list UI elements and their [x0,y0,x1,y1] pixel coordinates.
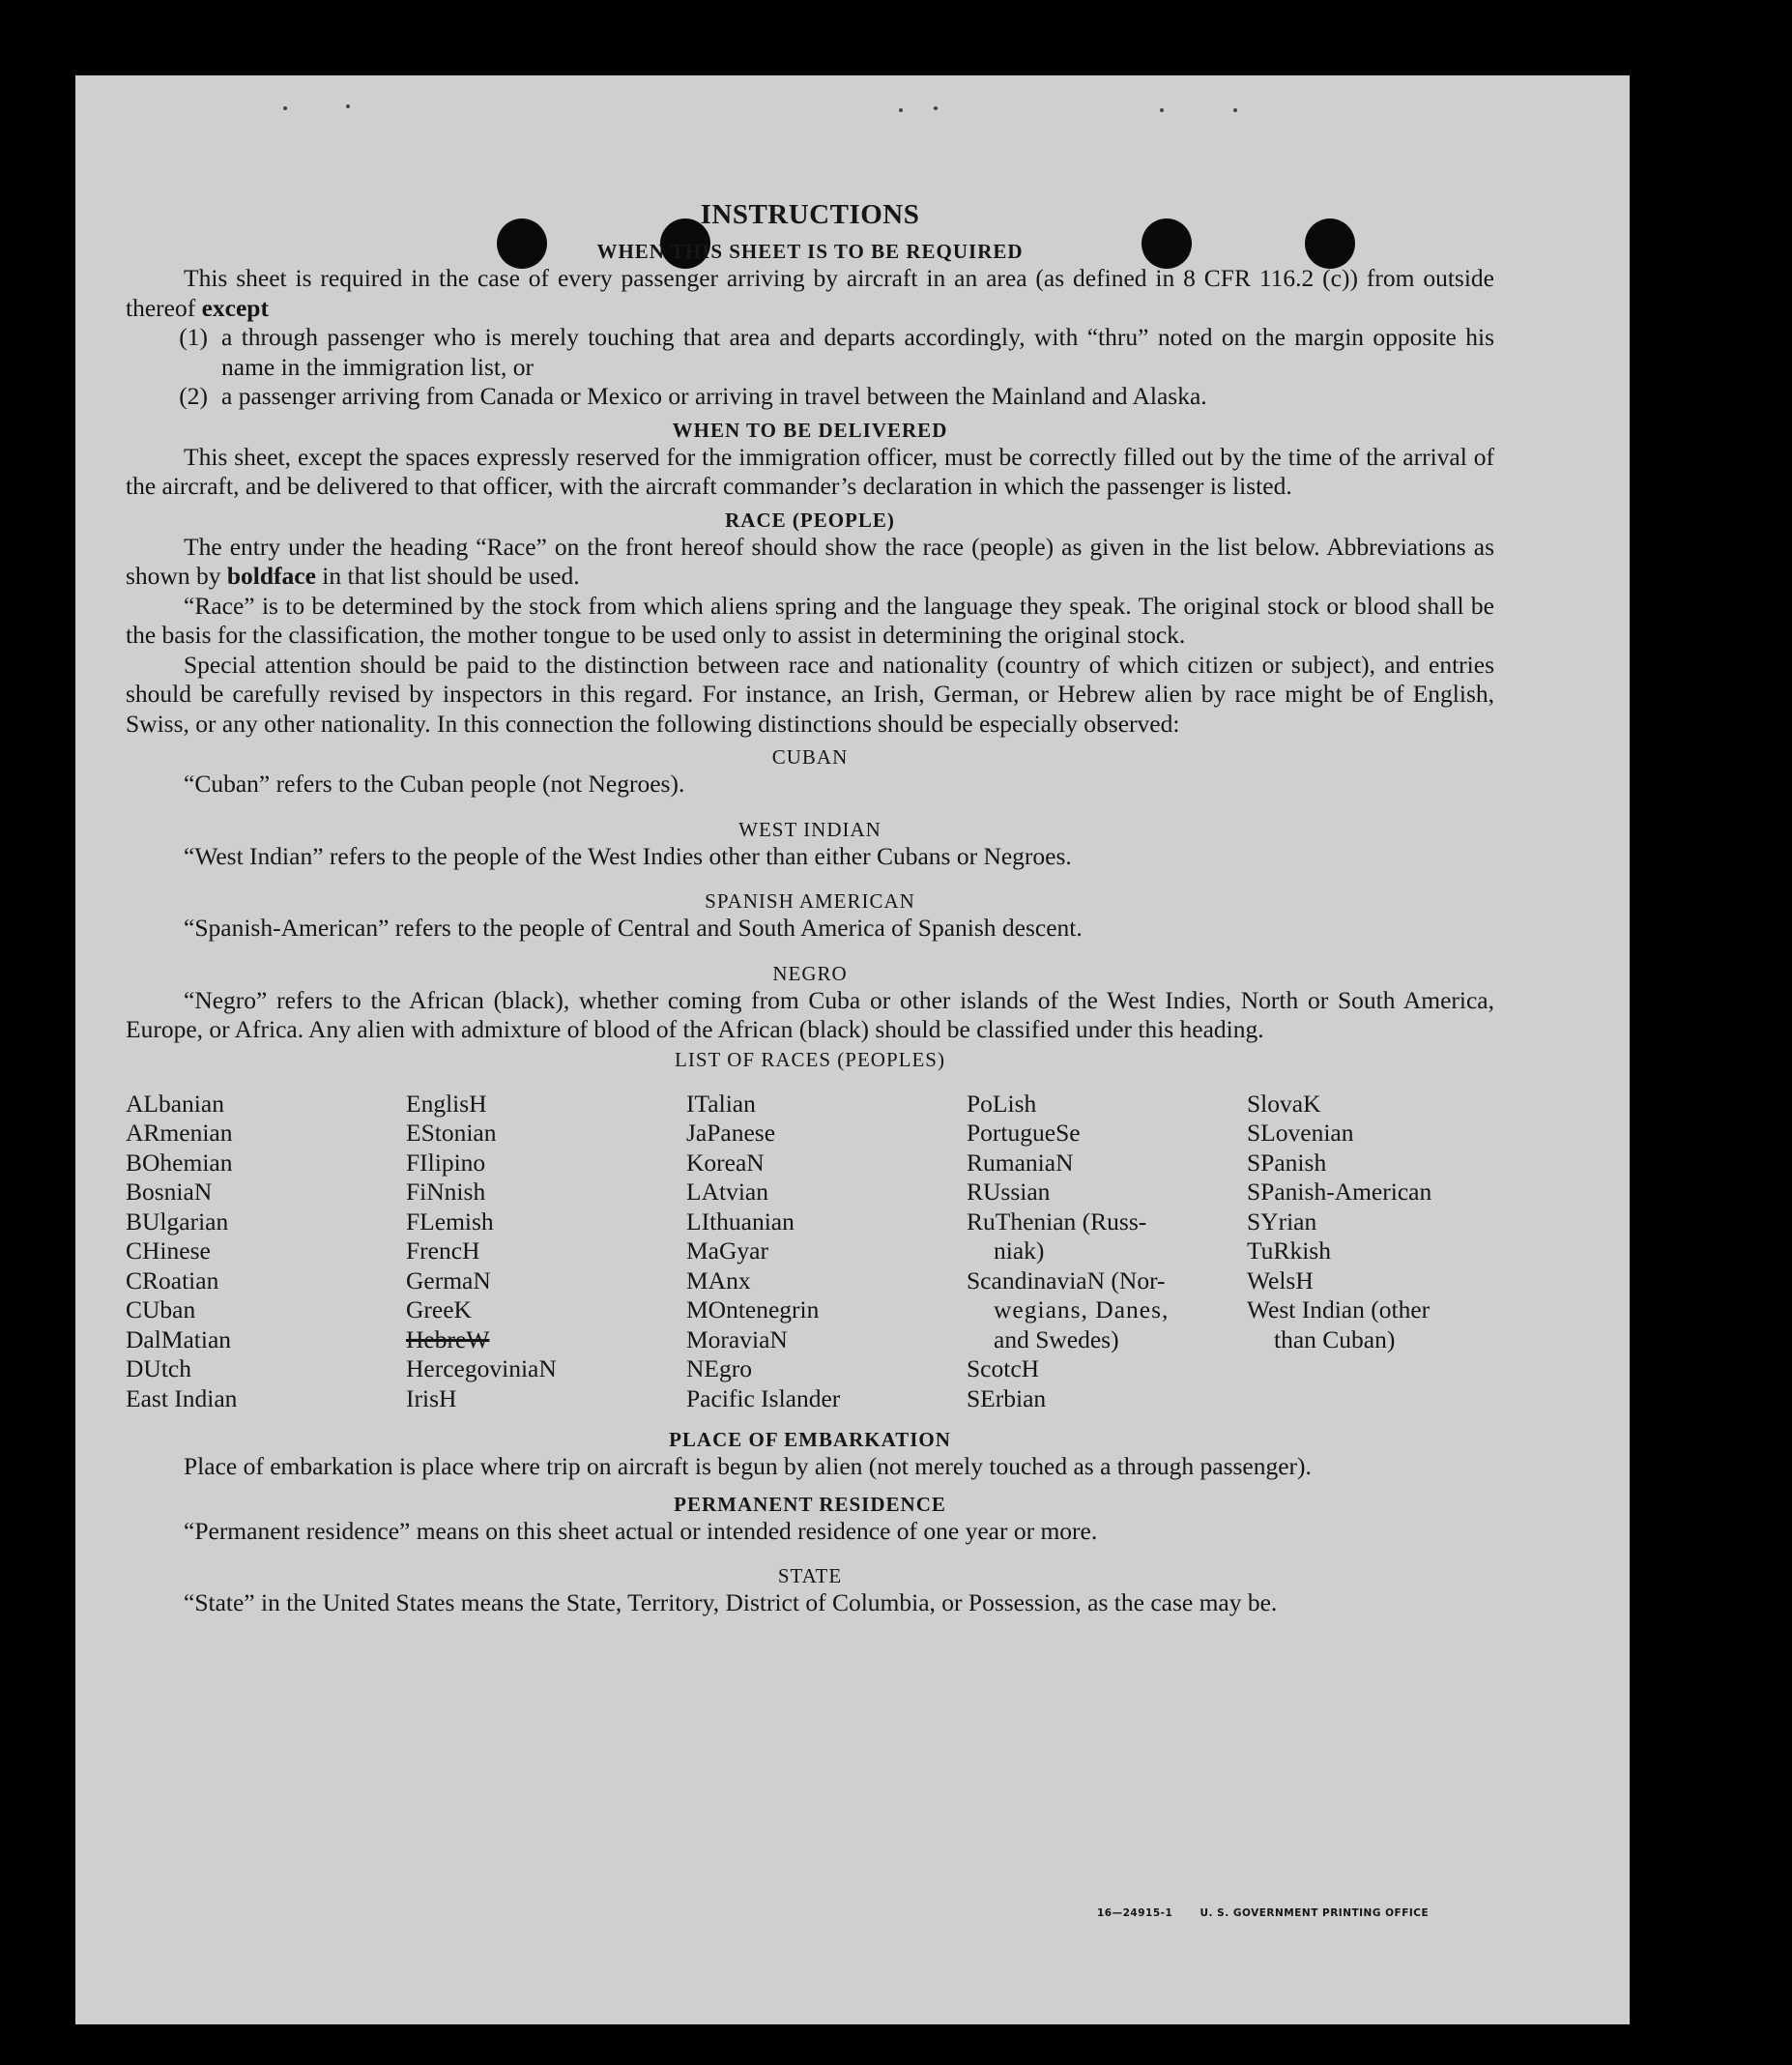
race-entry: BUlgarian [126,1207,229,1236]
race-entry: NEgro [686,1354,752,1382]
race-entry: ARmenian [126,1119,233,1147]
race-entry: RuThenian (Russ- [967,1207,1147,1236]
west-indian-paragraph: “West Indian” refers to the people of the West Indies other than either Cubans or Negroes. [184,841,1072,870]
race-entry: SPanish [1247,1148,1327,1177]
race-entry: DalMatian [126,1324,232,1353]
race-entry: PortugueSe [967,1119,1081,1147]
race-entry: SPanish-American [1247,1178,1432,1206]
race-entry: West Indian (other [1247,1295,1431,1323]
when-delivered-paragraph: This sheet, except the spaces expressly reserved for the immigration officer, must be correctly filled out by the time of the arrival of the aircraft, and be delivered to that officer, with the aircraft commander’s declaration in which the passenger is listed. [126,442,1494,500]
heading-negro: NEGRO [772,961,848,985]
page-title: INSTRUCTIONS [700,199,920,230]
race-entry: ITalian [686,1089,756,1118]
race-entry: TuRkish [1247,1236,1331,1265]
heading-when-required: WHEN THIS SHEET IS TO BE REQUIRED [596,240,1024,263]
race-entry: SlovaK [1247,1089,1321,1118]
races-column [1247,1090,1494,1414]
when-required-paragraph: This sheet is required in the case of every passenger arriving by aircraft in an area (as defined in 8 CFR 116.2 (c)) from outside thereof except [126,264,1494,322]
race-entry: ALbanian [126,1089,224,1118]
race-entry: Pacific Islander [686,1383,841,1412]
race-entry-continuation: niak) [994,1236,1045,1265]
race-paragraph-2: “Race” is to be determined by the stock from which aliens spring and the language they speak. The original stock or blood shall be the basis for the classification, the mother tongue to be used only to assist in determining the original stock. [126,591,1494,649]
race-entry: DUtch [126,1354,191,1382]
race-entry: MAnx [686,1265,751,1294]
race-entry: FLemish [406,1207,494,1236]
race-entry: LAtvian [686,1178,768,1206]
negro-paragraph: “Negro” refers to the African (black), whether coming from Cuba or other islands of the West Indies, North or South America, Europe, or Africa. Any alien with admixture of blood of the African (black) should be classified under this heading. [126,985,1494,1043]
heading-cuban: CUBAN [771,745,849,769]
heading-state: STATE [777,1564,843,1587]
race-entry: ScotcH [967,1354,1040,1382]
state-paragraph: “State” in the United States means the State, Territory, District of Columbia, or Possession, as the case may be. [184,1588,1278,1616]
race-entry: PoLish [967,1089,1037,1118]
race-entry: MOntenegrin [686,1295,820,1323]
races-column [686,1090,967,1414]
race-entry: EnglisH [406,1089,487,1118]
race-entry: FIlipino [406,1148,486,1177]
race-entry: SYrian [1247,1207,1317,1236]
heading-when-delivered: WHEN TO BE DELIVERED [672,418,948,442]
race-entry: BosniaN [126,1178,213,1206]
races-column [126,1090,406,1414]
race-paragraph-1: The entry under the heading “Race” on the front hereof should show the race (people) as given in the list below. Abbreviations as shown by boldface in that list should be used. [126,532,1494,590]
race-entry: CUban [126,1295,196,1323]
race-entry: LIthuanian [686,1207,795,1236]
race-entry-continuation: than Cuban) [1274,1324,1396,1353]
race-entry: CRoatian [126,1265,219,1294]
race-entry: JaPanese [686,1119,776,1147]
race-entry: EStonian [406,1119,497,1147]
race-entry: KoreaN [686,1148,765,1177]
race-entry: WelsH [1247,1265,1314,1294]
race-entry: East Indian [126,1383,238,1412]
race-entry: RumaniaN [967,1148,1074,1177]
spanish-american-paragraph: “Spanish-American” refers to the people of Central and South America of Spanish descent. [184,914,1083,942]
race-paragraph-3: Special attention should be paid to the distinction between race and nationality (country of which citizen or subject), and entries should be carefully revised by inspectors in this regard. For instance, an Irish, German, or Hebrew alien by race might be of English, Swiss, or any other nationality. In this connection the following distinctions should be especially observed: [126,650,1494,738]
race-entry: MaGyar [686,1236,768,1265]
race-entry: SErbian [967,1383,1047,1412]
races-column [967,1090,1247,1414]
races-column [406,1090,686,1414]
cuban-paragraph: “Cuban” refers to the Cuban people (not Negroes). [184,770,685,798]
races-list [126,1090,1494,1414]
form-number: 16—24915-1 [1097,1907,1173,1919]
printer-imprint: U. S. GOVERNMENT PRINTING OFFICE [1199,1907,1430,1919]
race-entry: ScandinaviaN (Nor- [967,1265,1166,1294]
embarkation-paragraph: Place of embarkation is place where trip on aircraft is begun by alien (not merely touched as a through passenger). [184,1452,1312,1480]
printer-footer [1097,1907,1452,1919]
residence-paragraph: “Permanent residence” means on this sheet actual or intended residence of one year or more. [184,1516,1098,1545]
heading-list-of-races: LIST OF RACES (PEOPLES) [675,1047,945,1071]
race-entry: GreeK [406,1295,472,1323]
exception-item: (2) a passenger arriving from Canada or Mexico or arriving in travel between the Mainland and Alaska. [179,382,1207,410]
race-entry-continuation: wegians, Danes, [994,1295,1170,1323]
heading-permanent-residence: PERMANENT RESIDENCE [674,1492,946,1516]
race-entry: BOhemian [126,1148,233,1177]
heading-west-indian: WEST INDIAN [738,817,882,841]
race-entry: CHinese [126,1236,211,1265]
race-entry: MoraviaN [686,1324,788,1353]
race-entry: FiNnish [406,1178,486,1206]
race-entry: SLovenian [1247,1119,1354,1147]
race-entry: GermaN [406,1265,491,1294]
race-entry: RUssian [967,1178,1051,1206]
race-entry: HercegoviniaN [406,1354,557,1382]
race-entry-continuation: and Swedes) [994,1324,1119,1353]
exception-item: (1) a through passenger who is merely touching that area and departs accordingly, with “thru” noted on the margin opposite his name in the immigration list, or [179,323,1494,381]
instructions-content [126,198,1494,1618]
heading-race: RACE (PEOPLE) [725,508,895,532]
heading-spanish-american: SPANISH AMERICAN [705,889,915,913]
heading-embarkation: PLACE OF EMBARKATION [669,1428,951,1451]
race-entry: IrisH [406,1383,457,1412]
race-entry-struck: HebreW [406,1324,490,1353]
race-entry: FrencH [406,1236,480,1265]
